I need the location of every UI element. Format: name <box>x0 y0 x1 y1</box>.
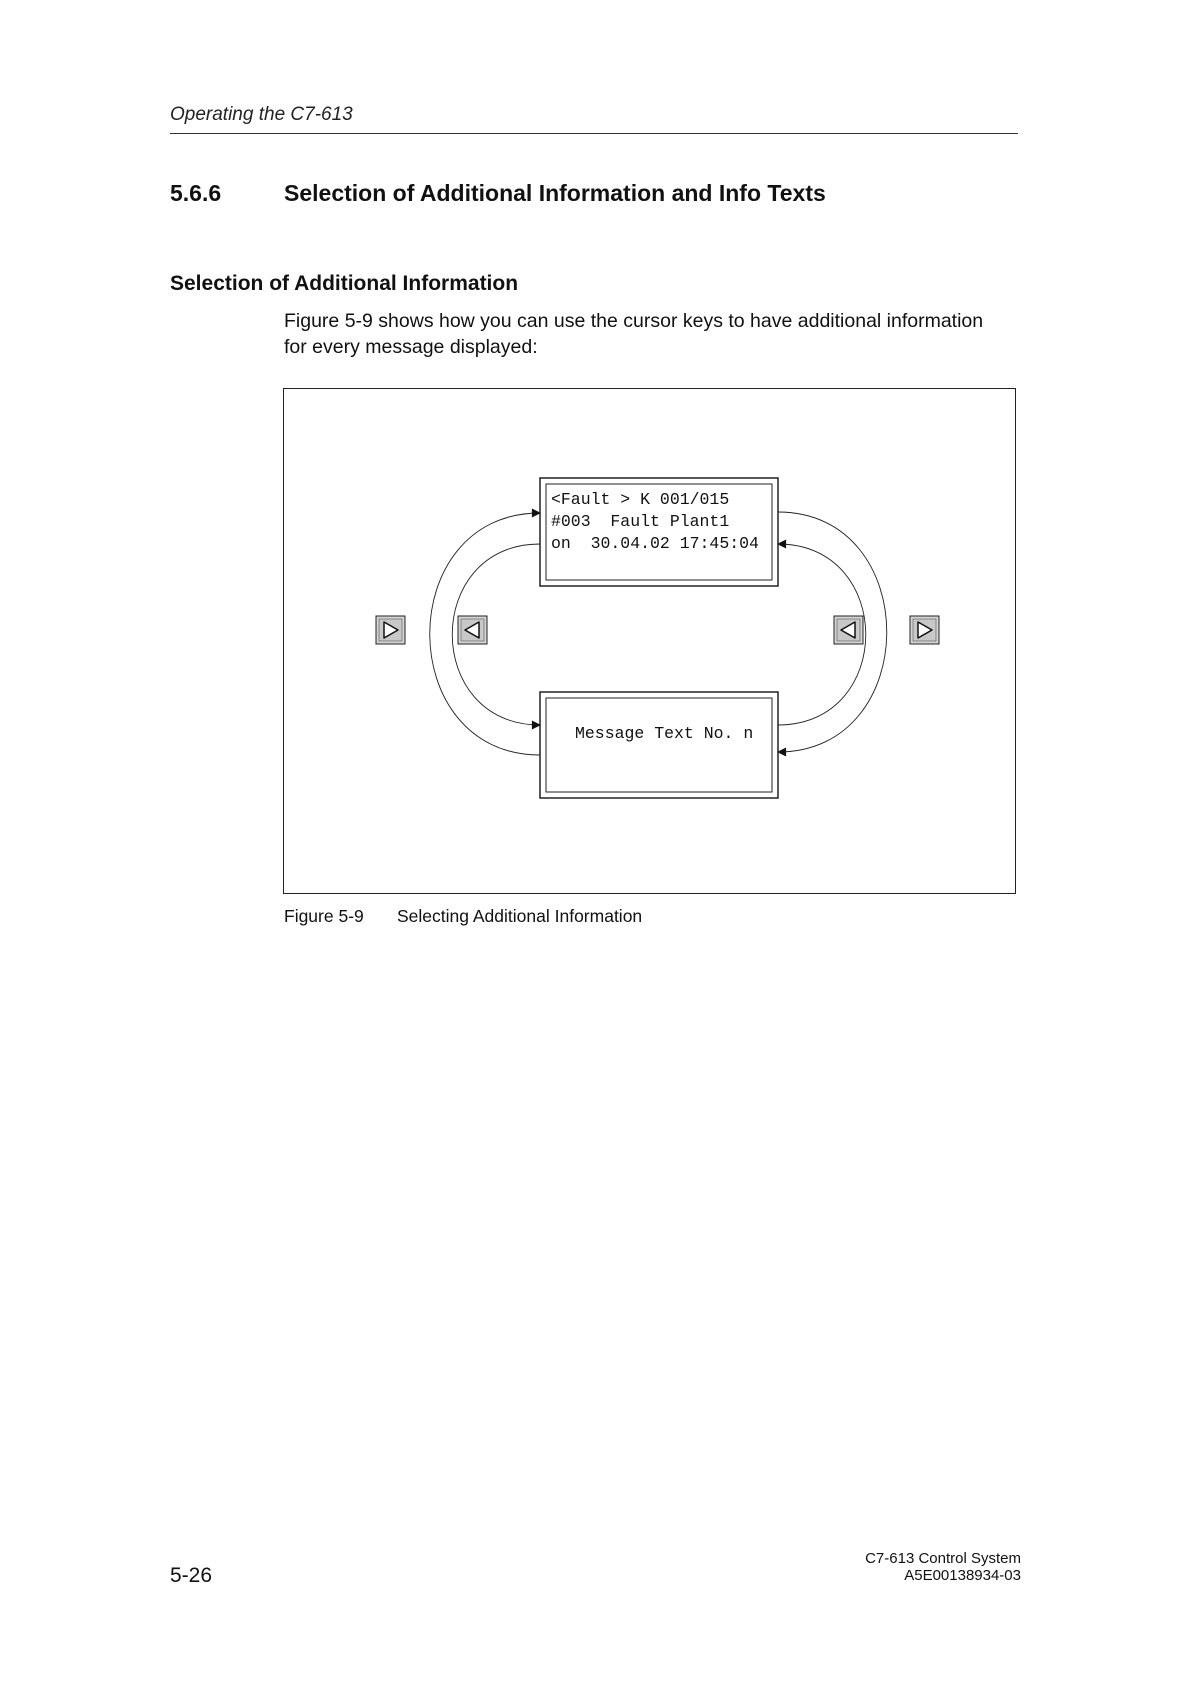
manual-title: C7-613 Control System <box>865 1550 1021 1567</box>
page-number: 5-26 <box>170 1564 213 1587</box>
left-cursor-key-icon <box>458 616 487 644</box>
lcd-top-line-3: on 30.04.02 17:45:04 <box>551 534 759 553</box>
lcd-display-top <box>540 478 778 586</box>
figure-caption-text: Selecting Additional Information <box>397 906 643 926</box>
lcd-bottom-line-1: Message Text No. n <box>575 724 754 743</box>
running-header: Operating the C7-613 <box>170 104 353 125</box>
lcd-display-bottom <box>540 692 778 798</box>
body-paragraph <box>284 308 1024 360</box>
body-paragraph-line: for every message displayed: <box>284 336 538 358</box>
right-cursor-key-icon <box>376 616 405 644</box>
section-number: 5.6.6 <box>170 180 222 206</box>
subsection-title: Selection of Additional Information <box>170 272 519 295</box>
body-paragraph-line: Figure 5-9 shows how you can use the cursor keys to have additional information <box>284 310 984 332</box>
lcd-top-line-1: <Fault > K 001/015 <box>551 490 730 509</box>
header-rule <box>170 133 1018 134</box>
figure-diagram <box>283 388 1016 894</box>
right-cursor-key-icon <box>910 616 939 644</box>
left-cursor-key-icon <box>834 616 863 644</box>
figure-caption-label: Figure 5-9 <box>284 906 364 926</box>
lcd-top-line-2: #003 Fault Plant1 <box>551 512 730 531</box>
figure-5-9 <box>283 388 1016 894</box>
order-number: A5E00138934-03 <box>904 1567 1021 1584</box>
section-title: Selection of Additional Information and Info Texts <box>284 180 826 206</box>
footer-document-info <box>865 1550 1021 1584</box>
